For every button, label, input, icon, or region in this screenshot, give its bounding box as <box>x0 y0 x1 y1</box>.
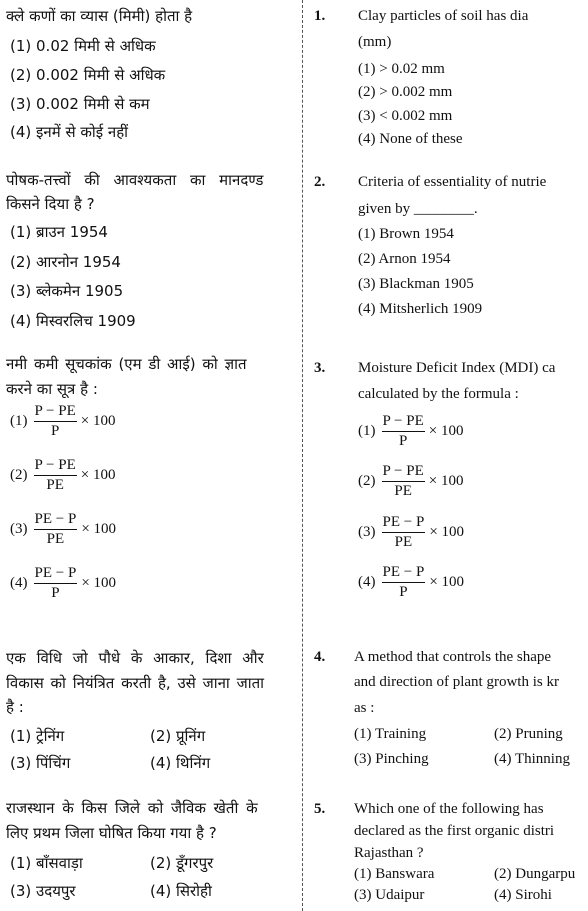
option-label: (4) <box>10 575 28 592</box>
question-4-number: 4. <box>314 649 326 665</box>
question-5-option-4: (4) Sirohi <box>494 887 552 903</box>
multiplier: × 100 <box>81 575 117 592</box>
question-5-stem-line2: declared as the first organic distri <box>354 823 555 839</box>
question-5-option-2: (2) Dungarpu <box>494 866 576 882</box>
question-2-stem-line2-hindi: किसने दिया है ? <box>6 195 95 213</box>
multiplier: × 100 <box>81 521 117 538</box>
question-2-option-3-hindi: (3) ब्लेकमेन 1905 <box>10 282 124 300</box>
question-4-stem-line3-hindi: है : <box>6 698 24 716</box>
question-4-option-2-hindi: (2) प्रूनिंग <box>150 727 206 745</box>
formula-fraction <box>34 566 78 602</box>
question-1-number: 1. <box>314 8 326 24</box>
option-label: (4) <box>358 574 376 591</box>
column-divider <box>302 0 303 911</box>
formula-fraction <box>34 512 78 548</box>
question-1-option-2-hindi: (2) 0.002 मिमी से अधिक <box>10 66 166 84</box>
question-5-option-3-hindi: (3) उदयपुर <box>10 882 76 900</box>
multiplier: × 100 <box>429 524 465 541</box>
fraction-denominator: PE <box>46 476 64 493</box>
question-1-stem-line1: Clay particles of soil has dia <box>358 8 529 24</box>
question-3-option-2-hindi <box>10 458 115 494</box>
question-3-stem-line1: Moisture Deficit Index (MDI) ca <box>358 360 556 376</box>
question-5-option-4-hindi: (4) सिरोही <box>150 882 212 900</box>
question-3-option-1 <box>358 414 463 450</box>
question-5-stem-line1-hindi: राजस्थान के किस जिले को जैविक खेती के <box>6 799 258 817</box>
multiplier: × 100 <box>428 473 464 490</box>
question-2-stem-line2: given by ________. <box>358 201 478 217</box>
question-1-stem-line2: (mm) <box>358 34 392 50</box>
question-5-option-3: (3) Udaipur <box>354 887 425 903</box>
question-5-option-1-hindi: (1) बाँसवाड़ा <box>10 854 83 872</box>
formula-fraction <box>382 414 425 450</box>
question-2-option-2: (2) Arnon 1954 <box>358 251 451 267</box>
question-3-option-4-hindi <box>10 566 116 602</box>
formula-fraction <box>34 404 77 440</box>
option-label: (1) <box>358 423 376 440</box>
fraction-denominator: P <box>50 422 60 439</box>
multiplier: × 100 <box>428 423 464 440</box>
question-1-option-4-hindi: (4) इनमें से कोई नहीं <box>10 123 129 141</box>
question-2-option-4-hindi: (4) मिस्वरलिच 1909 <box>10 312 136 330</box>
fraction-denominator: PE <box>46 530 65 547</box>
option-label: (3) <box>358 524 376 541</box>
fraction-numerator: PE − P <box>382 565 426 583</box>
question-4-option-3: (3) Pinching <box>354 751 429 767</box>
question-3-stem-line2-hindi: करने का सूत्र है : <box>6 380 98 398</box>
question-2-option-2-hindi: (2) आरनोन 1954 <box>10 253 121 271</box>
option-label: (2) <box>10 467 28 484</box>
question-5-stem-line3: Rajasthan ? <box>354 845 424 861</box>
question-3-number: 3. <box>314 360 326 376</box>
formula-fraction <box>382 464 425 500</box>
fraction-denominator: PE <box>394 482 412 499</box>
question-2-option-4: (4) Mitsherlich 1909 <box>358 301 483 317</box>
question-3-stem-line1-hindi: नमी कमी सूचकांक (एम डी आई) को ज्ञात <box>6 355 247 373</box>
question-3-option-2 <box>358 464 463 500</box>
question-2-option-1: (1) Brown 1954 <box>358 226 454 242</box>
option-label: (2) <box>358 473 376 490</box>
formula-fraction <box>34 458 77 494</box>
fraction-numerator: P − PE <box>382 464 425 482</box>
question-4-option-1: (1) Training <box>354 726 427 742</box>
fraction-numerator: P − PE <box>34 404 77 422</box>
question-4-option-4: (4) Thinning <box>494 751 570 767</box>
question-1-option-1-hindi: (1) 0.02 मिमी से अधिक <box>10 37 156 55</box>
fraction-denominator: PE <box>394 533 413 550</box>
question-5-option-2-hindi: (2) डूँगरपुर <box>150 854 214 872</box>
question-2-number: 2. <box>314 174 326 190</box>
formula-fraction <box>382 515 426 551</box>
formula-fraction <box>382 565 426 601</box>
question-1-option-3-hindi: (3) 0.002 मिमी से कम <box>10 95 150 113</box>
question-3-option-3 <box>358 515 464 551</box>
multiplier: × 100 <box>80 467 116 484</box>
fraction-numerator: P − PE <box>382 414 425 432</box>
question-3-option-1-hindi <box>10 404 115 440</box>
question-3-stem-line2: calculated by the formula : <box>358 386 519 402</box>
question-1-option-3: (3) < 0.002 mm <box>358 108 453 124</box>
option-label: (1) <box>10 413 28 430</box>
option-label: (3) <box>10 521 28 538</box>
fraction-numerator: PE − P <box>34 566 78 584</box>
question-3-option-3-hindi <box>10 512 116 548</box>
fraction-denominator: P <box>398 432 408 449</box>
question-2-option-3: (3) Blackman 1905 <box>358 276 474 292</box>
multiplier: × 100 <box>429 574 465 591</box>
question-4-option-4-hindi: (4) थिनिंग <box>150 754 211 772</box>
fraction-denominator: P <box>399 583 408 600</box>
question-1-stem-hindi: क्ले कणों का व्यास (मिमी) होता है <box>6 7 193 25</box>
question-3-option-4 <box>358 565 464 601</box>
question-4-option-1-hindi: (1) ट्रेनिंग <box>10 727 65 745</box>
question-4-option-2: (2) Pruning <box>494 726 563 742</box>
question-5-stem-line2-hindi: लिए प्रथम जिला घोषित किया गया है ? <box>6 824 217 842</box>
question-2-option-1-hindi: (1) ब्राउन 1954 <box>10 223 108 241</box>
question-5-option-1: (1) Banswara <box>354 866 435 882</box>
question-1-option-4: (4) None of these <box>358 131 463 147</box>
question-4-stem-line1-hindi: एक विधि जो पौधे के आकार, दिशा और <box>6 649 264 667</box>
multiplier: × 100 <box>80 413 116 430</box>
question-4-stem-line1: A method that controls the shape <box>354 649 552 665</box>
question-5-number: 5. <box>314 801 326 817</box>
question-2-stem-line1-hindi: पोषक-तत्त्वों की आवश्यकता का मानदण्ड <box>6 171 264 189</box>
question-4-option-3-hindi: (3) पिंचिंग <box>10 754 71 772</box>
fraction-numerator: PE − P <box>382 515 426 533</box>
question-2-stem-line1: Criteria of essentiality of nutrie <box>358 174 547 190</box>
fraction-numerator: PE − P <box>34 512 78 530</box>
question-4-stem-line2-hindi: विकास को नियंत्रित करती है, उसे जाना जाता <box>6 674 265 692</box>
question-4-stem-line2: and direction of plant growth is kr <box>354 674 559 690</box>
fraction-denominator: P <box>51 584 60 601</box>
question-1-option-2: (2) > 0.002 mm <box>358 84 453 100</box>
fraction-numerator: P − PE <box>34 458 77 476</box>
question-5-stem-line1: Which one of the following has <box>354 801 544 817</box>
question-1-option-1: (1) > 0.02 mm <box>358 61 445 77</box>
question-4-stem-line3: as : <box>354 700 375 716</box>
